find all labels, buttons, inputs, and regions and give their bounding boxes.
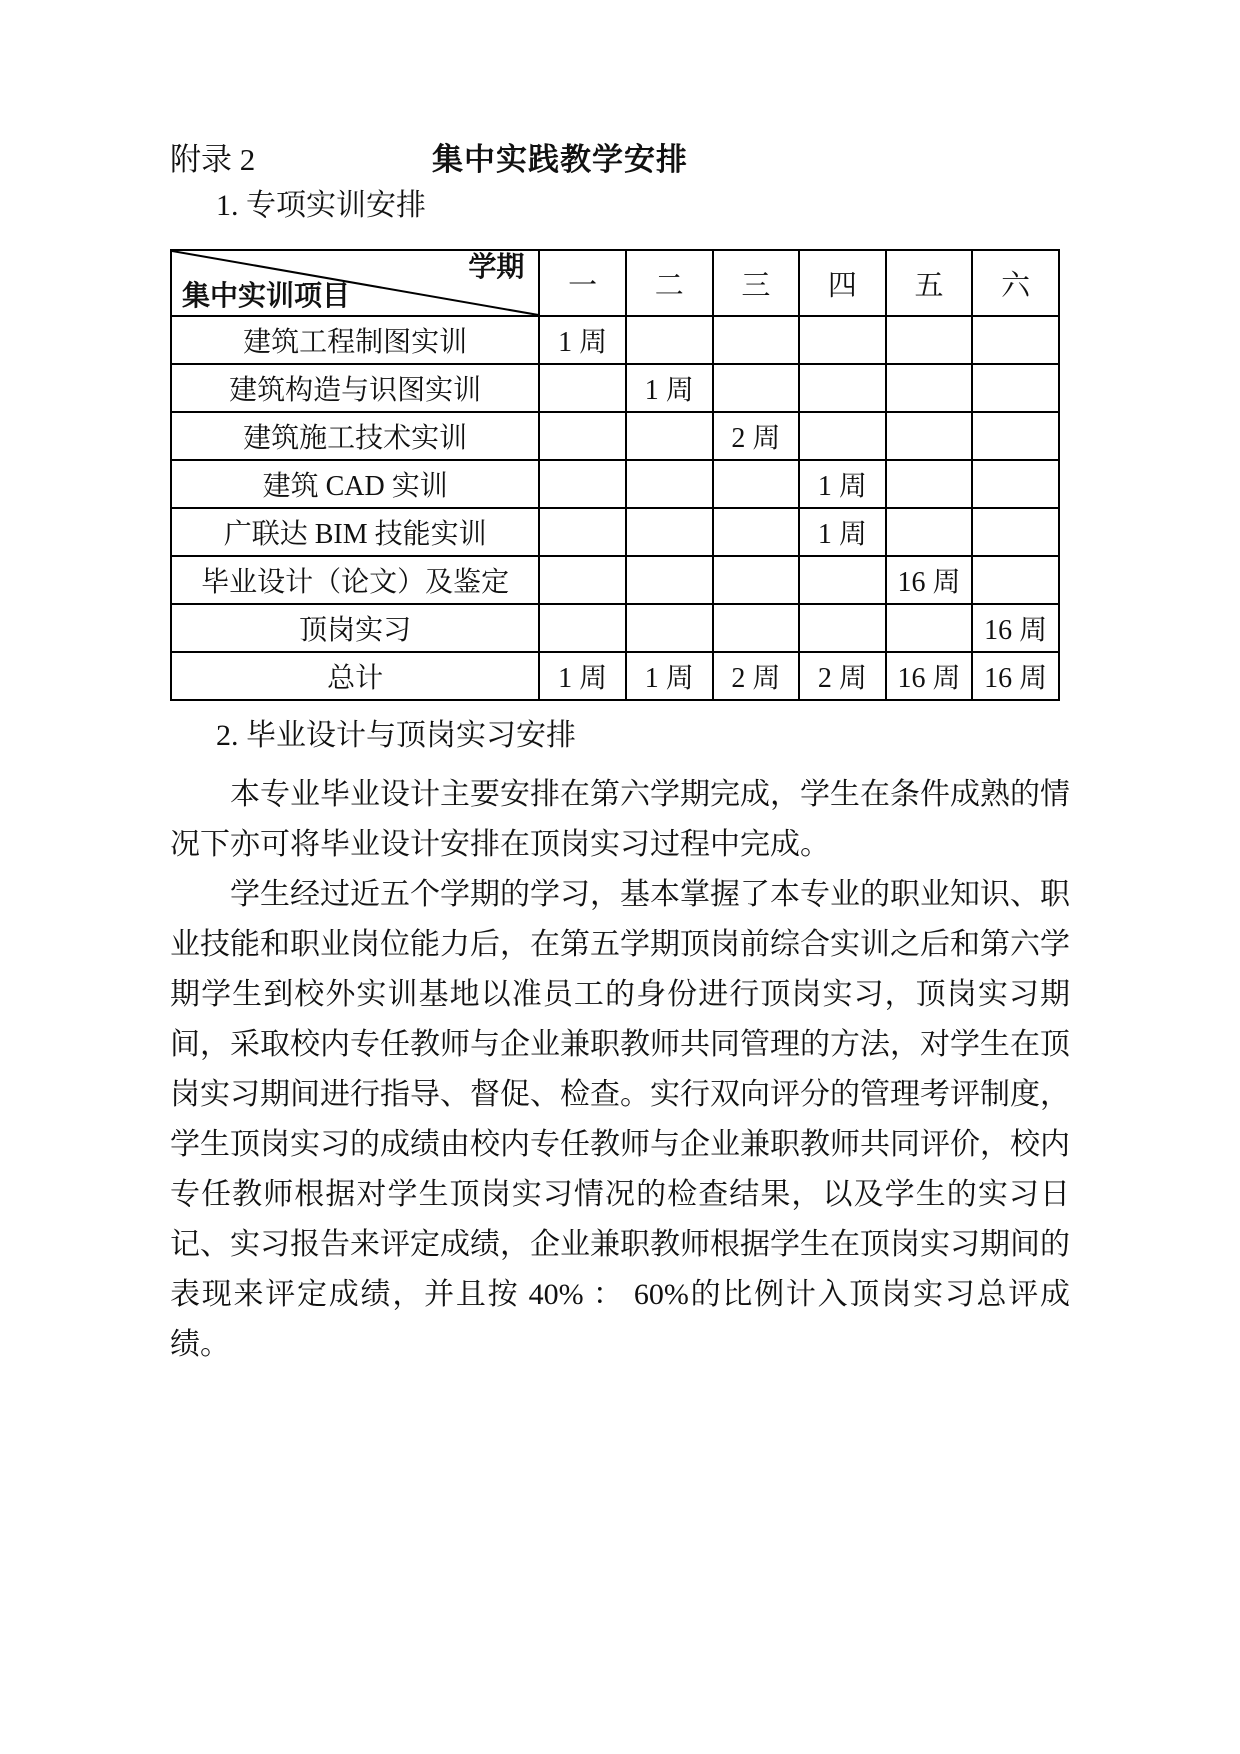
weeks-value-cell <box>713 460 800 508</box>
table-row <box>171 556 1059 604</box>
table-row <box>171 364 1059 412</box>
section-heading-2: 2. 毕业设计与顶岗实习安排 <box>216 719 576 752</box>
weeks-value-cell: 1 周 <box>626 364 713 412</box>
weeks-value-cell: 2 周 <box>799 652 886 700</box>
semester-column-header: 六 <box>972 250 1059 316</box>
table-head <box>171 250 1059 316</box>
weeks-value-cell <box>539 460 626 508</box>
project-name-cell: 建筑构造与识图实训 <box>171 364 539 412</box>
weeks-value-cell <box>713 508 800 556</box>
diagonal-corner-cell <box>171 250 539 316</box>
weeks-value-cell <box>539 508 626 556</box>
table-row <box>171 604 1059 652</box>
training-schedule-table <box>170 249 1060 701</box>
weeks-value-cell: 16 周 <box>972 652 1059 700</box>
document-header <box>170 140 1070 182</box>
semester-column-header: 二 <box>626 250 713 316</box>
weeks-value-cell: 2 周 <box>713 652 800 700</box>
corner-label-project: 集中实训项目 <box>182 281 351 312</box>
weeks-value-cell <box>626 556 713 604</box>
weeks-value-cell <box>886 412 973 460</box>
weeks-value-cell <box>713 316 800 364</box>
section-heading-1: 1. 专项实训安排 <box>216 189 426 222</box>
weeks-value-cell: 1 周 <box>799 460 886 508</box>
project-name-cell: 建筑工程制图实训 <box>171 316 539 364</box>
weeks-value-cell <box>626 508 713 556</box>
weeks-value-cell <box>626 460 713 508</box>
weeks-value-cell <box>886 316 973 364</box>
weeks-value-cell: 1 周 <box>626 652 713 700</box>
project-name-cell: 毕业设计（论文）及鉴定 <box>171 556 539 604</box>
table-row <box>171 652 1059 700</box>
weeks-value-cell <box>972 364 1059 412</box>
weeks-value-cell <box>626 316 713 364</box>
weeks-value-cell <box>886 364 973 412</box>
semester-column-header: 三 <box>713 250 800 316</box>
page-content <box>170 140 1070 1370</box>
weeks-value-cell: 16 周 <box>886 652 973 700</box>
weeks-value-cell <box>799 556 886 604</box>
weeks-value-cell <box>886 604 973 652</box>
weeks-value-cell <box>972 556 1059 604</box>
weeks-value-cell <box>972 508 1059 556</box>
weeks-value-cell <box>539 604 626 652</box>
body-text <box>170 770 1070 1370</box>
weeks-value-cell <box>713 604 800 652</box>
weeks-value-cell <box>799 412 886 460</box>
weeks-value-cell <box>799 316 886 364</box>
weeks-value-cell <box>799 364 886 412</box>
weeks-value-cell <box>539 364 626 412</box>
weeks-value-cell: 2 周 <box>713 412 800 460</box>
weeks-value-cell <box>972 412 1059 460</box>
weeks-value-cell <box>799 604 886 652</box>
weeks-value-cell <box>886 508 973 556</box>
weeks-value-cell: 1 周 <box>539 652 626 700</box>
weeks-value-cell: 16 周 <box>972 604 1059 652</box>
weeks-value-cell <box>713 364 800 412</box>
weeks-value-cell <box>626 412 713 460</box>
table-row <box>171 508 1059 556</box>
project-name-cell: 顶岗实习 <box>171 604 539 652</box>
semester-column-header: 五 <box>886 250 973 316</box>
project-name-cell: 广联达 BIM 技能实训 <box>171 508 539 556</box>
weeks-value-cell <box>539 556 626 604</box>
weeks-value-cell: 1 周 <box>539 316 626 364</box>
table-row <box>171 412 1059 460</box>
table-header-row <box>171 250 1059 316</box>
weeks-value-cell <box>972 316 1059 364</box>
semester-column-header: 一 <box>539 250 626 316</box>
weeks-value-cell <box>886 460 973 508</box>
project-name-cell: 建筑 CAD 实训 <box>171 460 539 508</box>
corner-label-semester: 学期 <box>468 252 525 283</box>
weeks-value-cell <box>626 604 713 652</box>
table-row <box>171 316 1059 364</box>
weeks-value-cell <box>713 556 800 604</box>
appendix-label: 附录 2 <box>170 142 256 177</box>
table-row <box>171 460 1059 508</box>
paragraph: 本专业毕业设计主要安排在第六学期完成，学生在条件成熟的情况下亦可将毕业设计安排在顶岗实习过程中完成。 <box>170 778 1070 861</box>
page-title: 集中实践教学安排 <box>432 142 688 177</box>
weeks-value-cell <box>972 460 1059 508</box>
table-body <box>171 316 1059 700</box>
semester-column-header: 四 <box>799 250 886 316</box>
project-name-cell: 总计 <box>171 652 539 700</box>
weeks-value-cell <box>539 412 626 460</box>
paragraph: 学生经过近五个学期的学习，基本掌握了本专业的职业知识、职业技能和职业岗位能力后，在第五学期顶岗前综合实训之后和第六学期学生到校外实训基地以准员工的身份进行顶岗实习，顶岗实习期间，采取校内专任教师与企业兼职教师共同管理的方法，对学生在顶岗实习期间进行指导、督促、检查。实行双向评分的管理考评制度，学生顶岗实习的成绩由校内专任教师与企业兼职教师共同评价，校内专任教师根据对学生顶岗实习情况的检查结果，以及学生的实习日记、实习报告来评定成绩，企业兼职教师根据学生在顶岗实习期间的表现来评定成绩，并且按 40% ： 60%的比例计入顶岗实习总评成绩。 <box>170 878 1070 1361</box>
project-name-cell: 建筑施工技术实训 <box>171 412 539 460</box>
weeks-value-cell: 16 周 <box>886 556 973 604</box>
weeks-value-cell: 1 周 <box>799 508 886 556</box>
